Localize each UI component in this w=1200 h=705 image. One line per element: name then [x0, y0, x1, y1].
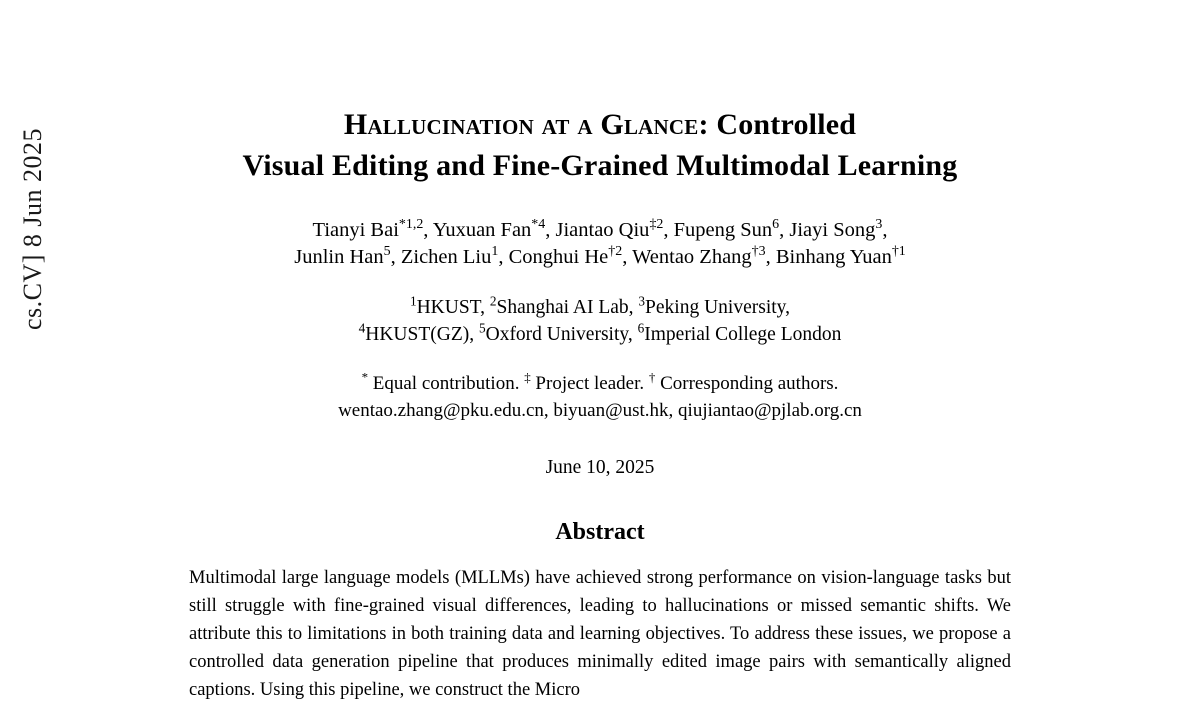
- author-line-2: Junlin Han$^5$, Zichen Liu$^1$, Conghui He$^{\dagger 2}$, Wentao Zhang$^{\dagger 3}$, Binhang Yuan$^{\dagger 1}$: [294, 244, 906, 269]
- abstract-body: Multimodal large language models (MLLMs) have achieved strong performance on vision-language tasks but still struggle with fine-grained visual differences, leading to hallucinations or missed semantic shifts. We attribute this to limitations in both training data and learning objectives. To address these issues, we propose a controlled data generation pipeline that produces minimally edited image pairs with semantically aligned captions. Using this pipeline, we construct the Micro: [189, 568, 1011, 701]
- page-title: [186, 104, 1014, 187]
- contribution-note: * Equal contribution. ‡ Project leader. † Corresponding authors.: [361, 369, 839, 395]
- publication-date: June 10, 2025: [545, 457, 655, 479]
- abstract-heading: Abstract: [555, 519, 645, 546]
- author-notes: [186, 371, 1014, 425]
- affiliation-list: [186, 295, 1014, 349]
- title-smallcaps-part: Hallucination at a Glance:: [343, 108, 709, 141]
- title-line-1-rest: Controlled: [708, 108, 857, 141]
- contact-emails: wentao.zhang@pku.edu.cn, biyuan@ust.hk, qiujiantao@pjlab.org.cn: [338, 400, 862, 422]
- affiliation-line-2: $^4$HKUST(GZ), $^5$Oxford University, $^6$Imperial College London: [358, 320, 842, 346]
- title-line-2: Visual Editing and Fine-Grained Multimodal Learning: [242, 149, 958, 183]
- arxiv-identifier-stamp: cs.CV] 8 Jun 2025: [18, 127, 47, 330]
- author-line-1: Tianyi Bai$^{*1,2}$, Yuxuan Fan$^{*4}$, Jiantao Qiu$^{\ddagger 2}$, Fupeng Sun$^6$, Jiayi Song$^3$,: [312, 216, 888, 241]
- author-list: [186, 217, 1014, 272]
- paper-page: [186, 0, 1014, 701]
- title-line-1: [186, 104, 1014, 145]
- affiliation-line-1: $^1$HKUST, $^2$Shanghai AI Lab, $^3$Peking University,: [409, 293, 791, 319]
